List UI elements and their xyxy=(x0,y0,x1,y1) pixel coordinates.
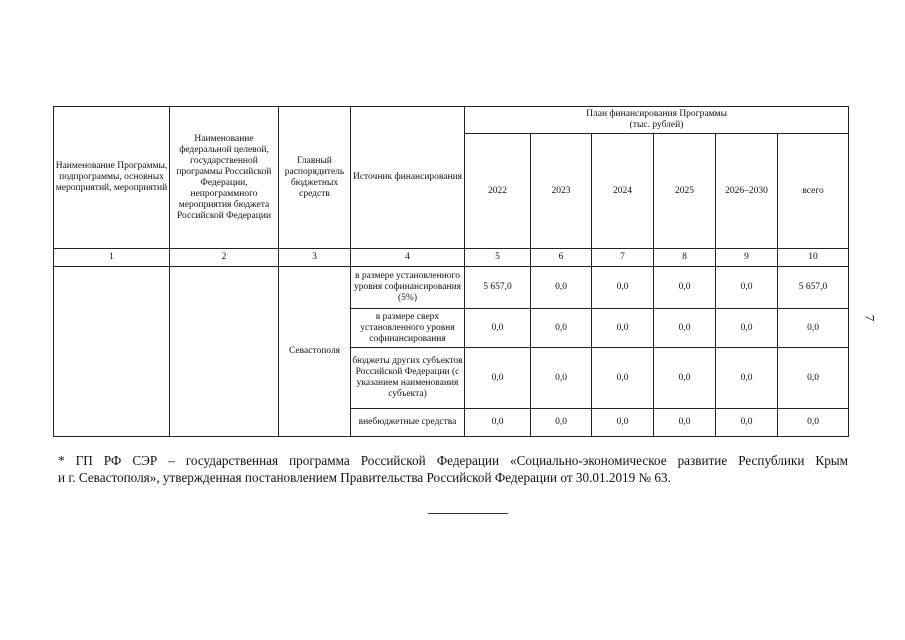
column-number: 2 xyxy=(170,249,279,267)
value-cell: 0,0 xyxy=(716,309,778,348)
table-row xyxy=(54,267,849,309)
page-number: 7 xyxy=(862,314,878,322)
column-number: 6 xyxy=(531,249,592,267)
budget-manager-cell: Севастополя xyxy=(279,267,351,437)
value-cell: 0,0 xyxy=(531,309,592,348)
column-number: 1 xyxy=(54,249,170,267)
footnote-line: и г. Севастополя», утвержденная постановлением Правительства Российской Федерации от 30.01.2019 № 63. xyxy=(58,470,671,485)
value-cell: 5 657,0 xyxy=(465,267,531,309)
value-cell: 0,0 xyxy=(716,348,778,409)
value-cell: 0,0 xyxy=(716,267,778,309)
funding-source-cell: бюджеты других субъектов Российской Федерации (с указанием наименования субъекта) xyxy=(351,348,465,409)
value-cell: 0,0 xyxy=(592,309,654,348)
value-cell: 0,0 xyxy=(778,309,849,348)
column-number: 10 xyxy=(778,249,849,267)
column-number-row xyxy=(54,249,849,267)
program-name-cell xyxy=(54,267,170,437)
financing-plan-title: План финансирования Программы xyxy=(586,109,727,119)
value-cell: 0,0 xyxy=(654,409,716,437)
value-cell: 0,0 xyxy=(716,409,778,437)
value-cell: 0,0 xyxy=(778,409,849,437)
header-year: 2022 xyxy=(465,134,531,249)
value-cell: 0,0 xyxy=(654,267,716,309)
value-cell: 0,0 xyxy=(654,309,716,348)
value-cell: 0,0 xyxy=(465,348,531,409)
footnote-line: * ГП РФ СЭР – государственная программа Российской Федерации «Социально-экономическое развитие Республики Крым xyxy=(58,453,848,468)
value-cell: 0,0 xyxy=(531,348,592,409)
value-cell: 0,0 xyxy=(465,409,531,437)
header-financing-plan xyxy=(465,107,849,134)
value-cell: 0,0 xyxy=(654,348,716,409)
value-cell: 0,0 xyxy=(531,267,592,309)
funding-source-cell: внебюджетные средства xyxy=(351,409,465,437)
value-cell: 0,0 xyxy=(592,409,654,437)
financing-table xyxy=(53,106,849,437)
end-divider xyxy=(428,513,508,514)
header-program-name: Наименование Программы, подпрограммы, основных мероприятий, мероприятий xyxy=(54,107,170,249)
federal-program-cell xyxy=(170,267,279,437)
column-number: 4 xyxy=(351,249,465,267)
column-number: 9 xyxy=(716,249,778,267)
header-year: 2023 xyxy=(531,134,592,249)
header-year: 2025 xyxy=(654,134,716,249)
footnote xyxy=(58,452,848,486)
column-number: 8 xyxy=(654,249,716,267)
column-number: 5 xyxy=(465,249,531,267)
value-cell: 0,0 xyxy=(592,267,654,309)
header-year: 2024 xyxy=(592,134,654,249)
header-year: 2026–2030 xyxy=(716,134,778,249)
column-number: 7 xyxy=(592,249,654,267)
funding-source-cell: в размере установленного уровня софинансирования (5%) xyxy=(351,267,465,309)
value-cell: 0,0 xyxy=(592,348,654,409)
column-number: 3 xyxy=(279,249,351,267)
header-federal-program: Наименование федеральной целевой, государственной программы Российской Федерации, непрограммного мероприятия бюджета Российской Федерации xyxy=(170,107,279,249)
value-cell: 0,0 xyxy=(778,348,849,409)
header-budget-manager: Главный распорядитель бюджетных средств xyxy=(279,107,351,249)
header-funding-source: Источник финансирования xyxy=(351,107,465,249)
header-total: всего xyxy=(778,134,849,249)
financing-plan-unit: (тыс. рублей) xyxy=(629,120,684,130)
value-cell: 0,0 xyxy=(531,409,592,437)
value-cell: 5 657,0 xyxy=(778,267,849,309)
funding-source-cell: в размере сверх установленного уровня софинансирования xyxy=(351,309,465,348)
value-cell: 0,0 xyxy=(465,309,531,348)
